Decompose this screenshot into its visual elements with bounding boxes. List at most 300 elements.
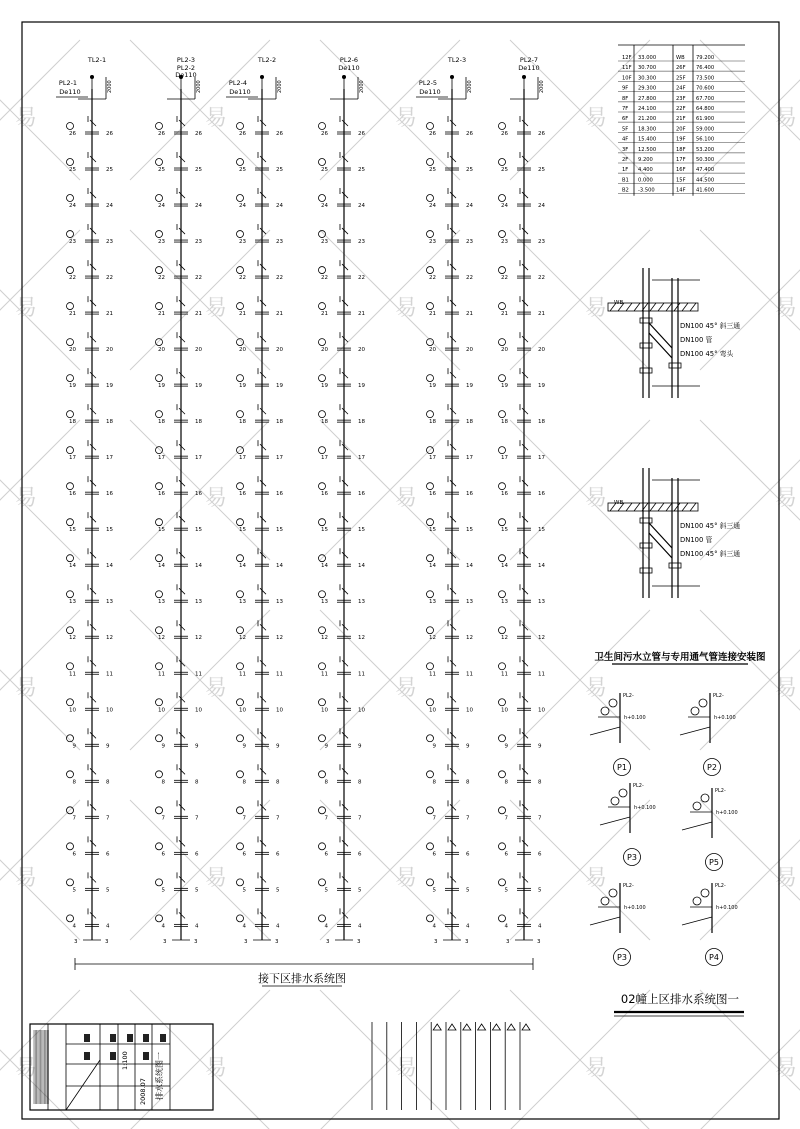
branch-tag-circle [499,591,506,598]
riser-left-label: PL2-5 [418,79,438,87]
floor-number: 19 [276,383,283,390]
floor-number-left: 8 [161,779,165,786]
floor-number-left: 16 [501,491,508,498]
floor-number: 20 [106,347,113,354]
branch-tag-circle [427,807,434,814]
floor-number-left: 16 [158,491,165,498]
floor-number-left: 26 [158,131,165,137]
elevation-cell: B2 [622,187,629,194]
branch-tag-circle [319,339,326,346]
elev-mark: h+0.100 [714,715,736,721]
floor-number-left: 7 [504,815,508,822]
floor-number-left: 9 [72,743,76,750]
floor-number-left: 9 [242,743,246,750]
branch-tag-circle [319,663,326,670]
floor-number-left: 14 [158,563,165,570]
riser-left-size: De110 [419,88,441,96]
floor-number-left: 26 [239,131,246,137]
elevation-cell: 23F [676,95,686,102]
floor-number: 11 [195,671,202,678]
floor-number: 4 [358,923,362,930]
detail-label: DN100 管 [680,536,713,544]
floor-number-left: 23 [321,239,328,246]
floor-number: 25 [466,167,473,174]
floor-number: 24 [195,203,202,210]
elevation-cell: 44.500 [696,177,715,184]
base-floor: 3 [74,939,78,945]
branch-tag-circle [156,771,163,778]
elevation-cell: 50.300 [696,157,715,163]
branch-tag-circle [67,195,74,202]
detail-title: 卫生间污水立管与专用通气管连接安装图 [594,652,766,663]
floor-number: 24 [538,203,545,210]
elevation-cell: 1F [622,167,629,174]
svg-text:2000: 2000 [277,80,283,93]
elevation-cell: 70.600 [696,85,715,92]
branch-diagram-P4 [682,883,738,966]
base-floor-right: 3 [275,939,279,945]
elevation-cell: 27.800 [638,95,657,102]
elevation-cell: 33.000 [638,55,657,61]
floor-number-left: 6 [72,851,76,858]
elevation-cell: 73.500 [696,75,715,82]
floor-number: 17 [538,455,545,462]
floor-number-left: 21 [321,311,328,318]
floor-number: 14 [106,563,113,570]
branch-tag-circle [319,123,326,130]
floor-number: 13 [106,599,113,606]
floor-number-left: 7 [72,815,76,822]
elevation-cell: 26F [676,65,686,72]
branch-tag-circle [67,339,74,346]
branch-tag-circle [499,231,506,238]
riser-top-label: TL2-3 [447,56,467,64]
floor-number: 10 [538,707,545,714]
floor-number: 21 [195,311,202,318]
branch-tag-circle [427,519,434,526]
floor-number-left: 22 [429,275,436,282]
floor-number-left: 22 [501,275,508,282]
branch-tag-circle [237,375,244,382]
branch-tag-circle [67,735,74,742]
riser-2 [156,56,203,945]
branch-tag-circle [67,663,74,670]
riser-top-label-2: PL2-2 [176,64,196,72]
pl-tag: PL2- [623,883,634,889]
watermark-glyph: 易 [205,866,228,891]
branch-tag-circle [319,411,326,418]
elev-mark: h+0.100 [624,905,646,911]
elevation-cell: 64.800 [696,106,715,112]
floor-number: 24 [106,203,113,210]
floor-number-left: 17 [158,455,165,462]
floor-number: 23 [106,239,113,246]
elevation-cell: 15F [676,177,686,184]
watermark-glyph: 易 [395,296,418,321]
floor-number-left: 23 [239,239,246,246]
floor-number-left: 25 [321,167,328,174]
floor-number-left: 10 [239,707,246,714]
connection-detail [608,268,740,398]
floor-number-left: 26 [69,131,76,137]
slab-label: WB [614,500,624,506]
branch-tag-circle [156,447,163,454]
floor-number-left: 24 [429,203,436,210]
branch-diagram-P3 [590,883,646,966]
floor-number: 7 [358,815,362,822]
elevation-cell: 47.400 [696,167,715,174]
floor-number: 8 [466,779,470,786]
floor-number-left: 4 [324,923,328,930]
floor-number: 15 [538,527,545,534]
branch-tag-label: P2 [707,763,717,772]
branch-tag-circle [427,267,434,274]
svg-text:2000: 2000 [196,80,202,93]
riser-system-diagram [56,56,545,945]
base-floor-right: 3 [465,939,469,945]
branch-tag-circle [156,519,163,526]
floor-number-left: 21 [501,311,508,318]
watermark-glyph: 易 [585,106,608,131]
branch-tag-circle [156,195,163,202]
branch-tag-circle [499,879,506,886]
floor-number-left: 6 [324,851,328,858]
branch-tag-label: P1 [617,763,627,772]
branch-tag-circle [237,519,244,526]
floor-number-left: 21 [69,311,76,318]
floor-number-left: 15 [321,527,328,534]
floor-number-left: 20 [158,347,165,354]
floor-number-left: 20 [239,347,246,354]
watermark-glyph: 易 [775,486,798,511]
floor-number: 12 [106,635,113,642]
elevation-cell: 76.400 [696,65,715,72]
floor-number-left: 6 [242,851,246,858]
floor-number: 6 [466,851,470,858]
floor-number-left: 11 [321,671,328,678]
branch-tag-circle [427,159,434,166]
floor-number: 25 [195,167,202,174]
elevation-cell: 0.000 [638,177,653,184]
branch-tag-circle [319,699,326,706]
watermark-glyph: 易 [15,296,38,321]
watermark-glyph: 易 [205,486,228,511]
svg-text:2000: 2000 [107,80,113,93]
elevation-cell: 18F [676,146,686,153]
riser-left-label: PL2-1 [58,79,78,87]
floor-number-left: 15 [501,527,508,534]
riser-top-label: TL2-2 [257,56,277,64]
elevation-cell: 30.300 [638,75,657,82]
floor-number: 22 [276,275,283,282]
floor-number: 19 [106,383,113,390]
elevation-cell: 24.100 [638,106,657,112]
floor-number: 11 [106,671,113,678]
section-title: 02幢上区排水系统图一 [620,992,740,1006]
branch-tag-circle [319,807,326,814]
floor-number-left: 9 [324,743,328,750]
floor-number-left: 17 [69,455,76,462]
elevation-cell: 12F [622,55,632,61]
branch-tag-circle [156,231,163,238]
floor-number-left: 22 [158,275,165,282]
branch-tag-circle [319,591,326,598]
floor-number: 6 [195,851,199,858]
branch-tag-circle [499,447,506,454]
floor-number-left: 16 [429,491,436,498]
floor-number: 14 [276,563,283,570]
floor-number-left: 17 [321,455,328,462]
floor-number: 16 [106,491,113,498]
floor-number-left: 4 [242,923,246,930]
watermark-glyph: 易 [205,296,228,321]
floor-number: 11 [538,671,545,678]
floor-number-left: 4 [72,923,76,930]
floor-number-left: 5 [324,887,328,894]
floor-number: 25 [358,167,365,174]
watermark-glyph: 易 [15,676,38,701]
pl-tag: PL2- [715,883,726,889]
base-floor-right: 3 [357,939,361,945]
branch-tag-circle [319,879,326,886]
branch-tag-circle [427,123,434,130]
branch-tag-circle [427,195,434,202]
floor-number-left: 19 [239,383,246,390]
floor-number-left: 26 [501,131,508,137]
floor-number-left: 20 [429,347,436,354]
branch-tag-circle [319,195,326,202]
floor-number: 21 [276,311,283,318]
floor-number: 18 [466,419,473,426]
branch-tag-circle [499,519,506,526]
floor-number: 12 [466,635,473,642]
floor-number-left: 10 [501,707,508,714]
riser-left-size: De110 [229,88,251,96]
branch-tag-circle [156,843,163,850]
floor-number: 17 [195,455,202,462]
base-floor: 3 [326,939,330,945]
branch-tag-circle [237,699,244,706]
floor-number-left: 5 [504,887,508,894]
base-floor: 3 [506,939,510,945]
connection-detail [608,468,740,598]
branch-tag-circle [237,303,244,310]
floor-number: 23 [538,239,545,246]
branch-tag-circle [67,591,74,598]
branch-tag-circle [156,339,163,346]
branch-tag-circle [67,411,74,418]
branch-tag-circle [237,195,244,202]
branch-tag-circle [499,339,506,346]
elevation-cell: 3F [622,146,629,153]
elevation-cell: 5F [622,126,629,133]
branch-tag-circle [237,555,244,562]
floor-number-left: 24 [239,203,246,210]
floor-number: 17 [466,455,473,462]
elev-mark: h+0.100 [716,905,738,911]
branch-tag-circle [67,483,74,490]
floor-number: 20 [358,347,365,354]
branch-tag-circle [427,591,434,598]
floor-number-left: 19 [321,383,328,390]
branch-tag-circle [499,699,506,706]
floor-number: 18 [195,419,202,426]
floor-number: 7 [466,815,470,822]
floor-number-left: 4 [432,923,436,930]
floor-number-left: 15 [429,527,436,534]
floor-number-left: 17 [429,455,436,462]
base-floor-right: 3 [537,939,541,945]
elevation-cell: 9.200 [638,157,653,163]
branch-tag-circle [499,735,506,742]
floor-number-left: 12 [239,635,246,642]
floor-number-left: 25 [239,167,246,174]
floor-number: 7 [195,815,199,822]
watermark-glyph: 易 [775,1056,798,1081]
watermark-glyph: 易 [775,866,798,891]
branch-tag-circle [319,375,326,382]
branch-tag-circle [156,879,163,886]
branch-tag-circle [237,123,244,130]
watermark-pattern [0,40,800,1129]
branch-tag-circle [499,843,506,850]
elevation-cell: 29.300 [638,85,657,92]
riser-3 [226,56,283,945]
floor-number-left: 19 [158,383,165,390]
floor-number-left: 20 [501,347,508,354]
branch-tag-circle [427,879,434,886]
branch-tag-label: P3 [627,853,637,862]
floor-number: 26 [106,131,113,137]
branch-tag-circle [499,555,506,562]
floor-number-left: 12 [429,635,436,642]
elevation-cell: 19F [676,136,686,143]
floor-number: 17 [106,455,113,462]
branch-tag-circle [237,915,244,922]
branch-tag-circle [237,627,244,634]
floor-number: 13 [276,599,283,606]
floor-number: 13 [466,599,473,606]
branch-tag-circle [427,627,434,634]
floor-number: 15 [466,527,473,534]
watermark-glyph: 易 [15,1056,38,1081]
watermark-glyph: 易 [585,1056,608,1081]
branch-tag-circle [156,663,163,670]
floor-number-left: 20 [321,347,328,354]
base-floor-right: 3 [194,939,198,945]
floor-number-left: 8 [432,779,436,786]
pl-tag: PL2- [633,783,644,789]
branch-tag-circle [67,447,74,454]
elevation-cell: 7F [622,106,629,112]
watermark-glyph: 易 [205,106,228,131]
branch-tag-circle [319,627,326,634]
branch-tag-circle [237,843,244,850]
detail-label: DN100 45° 斜三通 [680,322,741,330]
floor-number: 7 [538,815,542,822]
floor-number-left: 24 [501,203,508,210]
floor-number-left: 20 [69,347,76,354]
floor-number: 5 [276,887,280,894]
branch-tag-circle [67,843,74,850]
floor-number: 21 [466,311,473,318]
branch-tag-circle [237,159,244,166]
floor-number: 4 [276,923,280,930]
elevation-table [618,45,745,196]
floor-number: 12 [276,635,283,642]
floor-number-left: 11 [158,671,165,678]
detail-label: DN100 45° 斜三通 [680,550,741,558]
floor-number-left: 25 [501,167,508,174]
floor-number-left: 10 [429,707,436,714]
branch-tag-circle [67,303,74,310]
floor-number: 10 [195,707,202,714]
branch-tag-circle [237,591,244,598]
floor-number-left: 25 [429,167,436,174]
riser-top-size: De110 [518,64,540,72]
branch-tag-circle [237,231,244,238]
branch-tag-circle [67,915,74,922]
branch-tag-circle [237,267,244,274]
floor-number: 11 [358,671,365,678]
floor-number: 9 [195,743,199,750]
floor-number: 23 [195,239,202,246]
elevation-cell: 61.900 [696,116,715,123]
branch-tag-circle [427,915,434,922]
floor-number: 21 [538,311,545,318]
floor-number: 5 [106,887,110,894]
floor-number-left: 24 [158,203,165,210]
floor-number: 21 [106,311,113,318]
floor-number-left: 11 [429,671,436,678]
watermark-glyph: 易 [15,866,38,891]
floor-number: 22 [538,275,545,282]
floor-number: 4 [538,923,542,930]
floor-number: 19 [358,383,365,390]
floor-number: 5 [538,887,542,894]
floor-number: 20 [276,347,283,354]
watermark-glyph: 易 [395,676,418,701]
floor-number-left: 19 [501,383,508,390]
floor-number: 4 [466,923,470,930]
floor-number-left: 23 [501,239,508,246]
floor-number: 19 [538,383,545,390]
floor-number-left: 14 [429,563,436,570]
branch-tag-label: P5 [709,858,719,867]
floor-number: 20 [538,347,545,354]
title-block-date: 2008.07 [139,1078,147,1105]
floor-number: 14 [358,563,365,570]
elevation-cell: 14F [676,187,686,194]
floor-number-left: 13 [501,599,508,606]
floor-number-left: 25 [69,167,76,174]
floor-number: 26 [276,131,283,137]
floor-number: 13 [358,599,365,606]
floor-number: 22 [358,275,365,282]
floor-number-left: 14 [239,563,246,570]
floor-number-left: 15 [69,527,76,534]
elevation-cell: 59.000 [696,126,715,133]
floor-number-left: 18 [239,419,246,426]
floor-number-left: 18 [321,419,328,426]
floor-number: 15 [106,527,113,534]
elevation-cell: 8F [622,95,629,102]
system-caption: 接下区排水系统图 [258,972,346,985]
floor-number: 18 [358,419,365,426]
elevation-cell: 20F [676,126,686,133]
branch-tag-circle [499,411,506,418]
floor-number: 9 [358,743,362,750]
